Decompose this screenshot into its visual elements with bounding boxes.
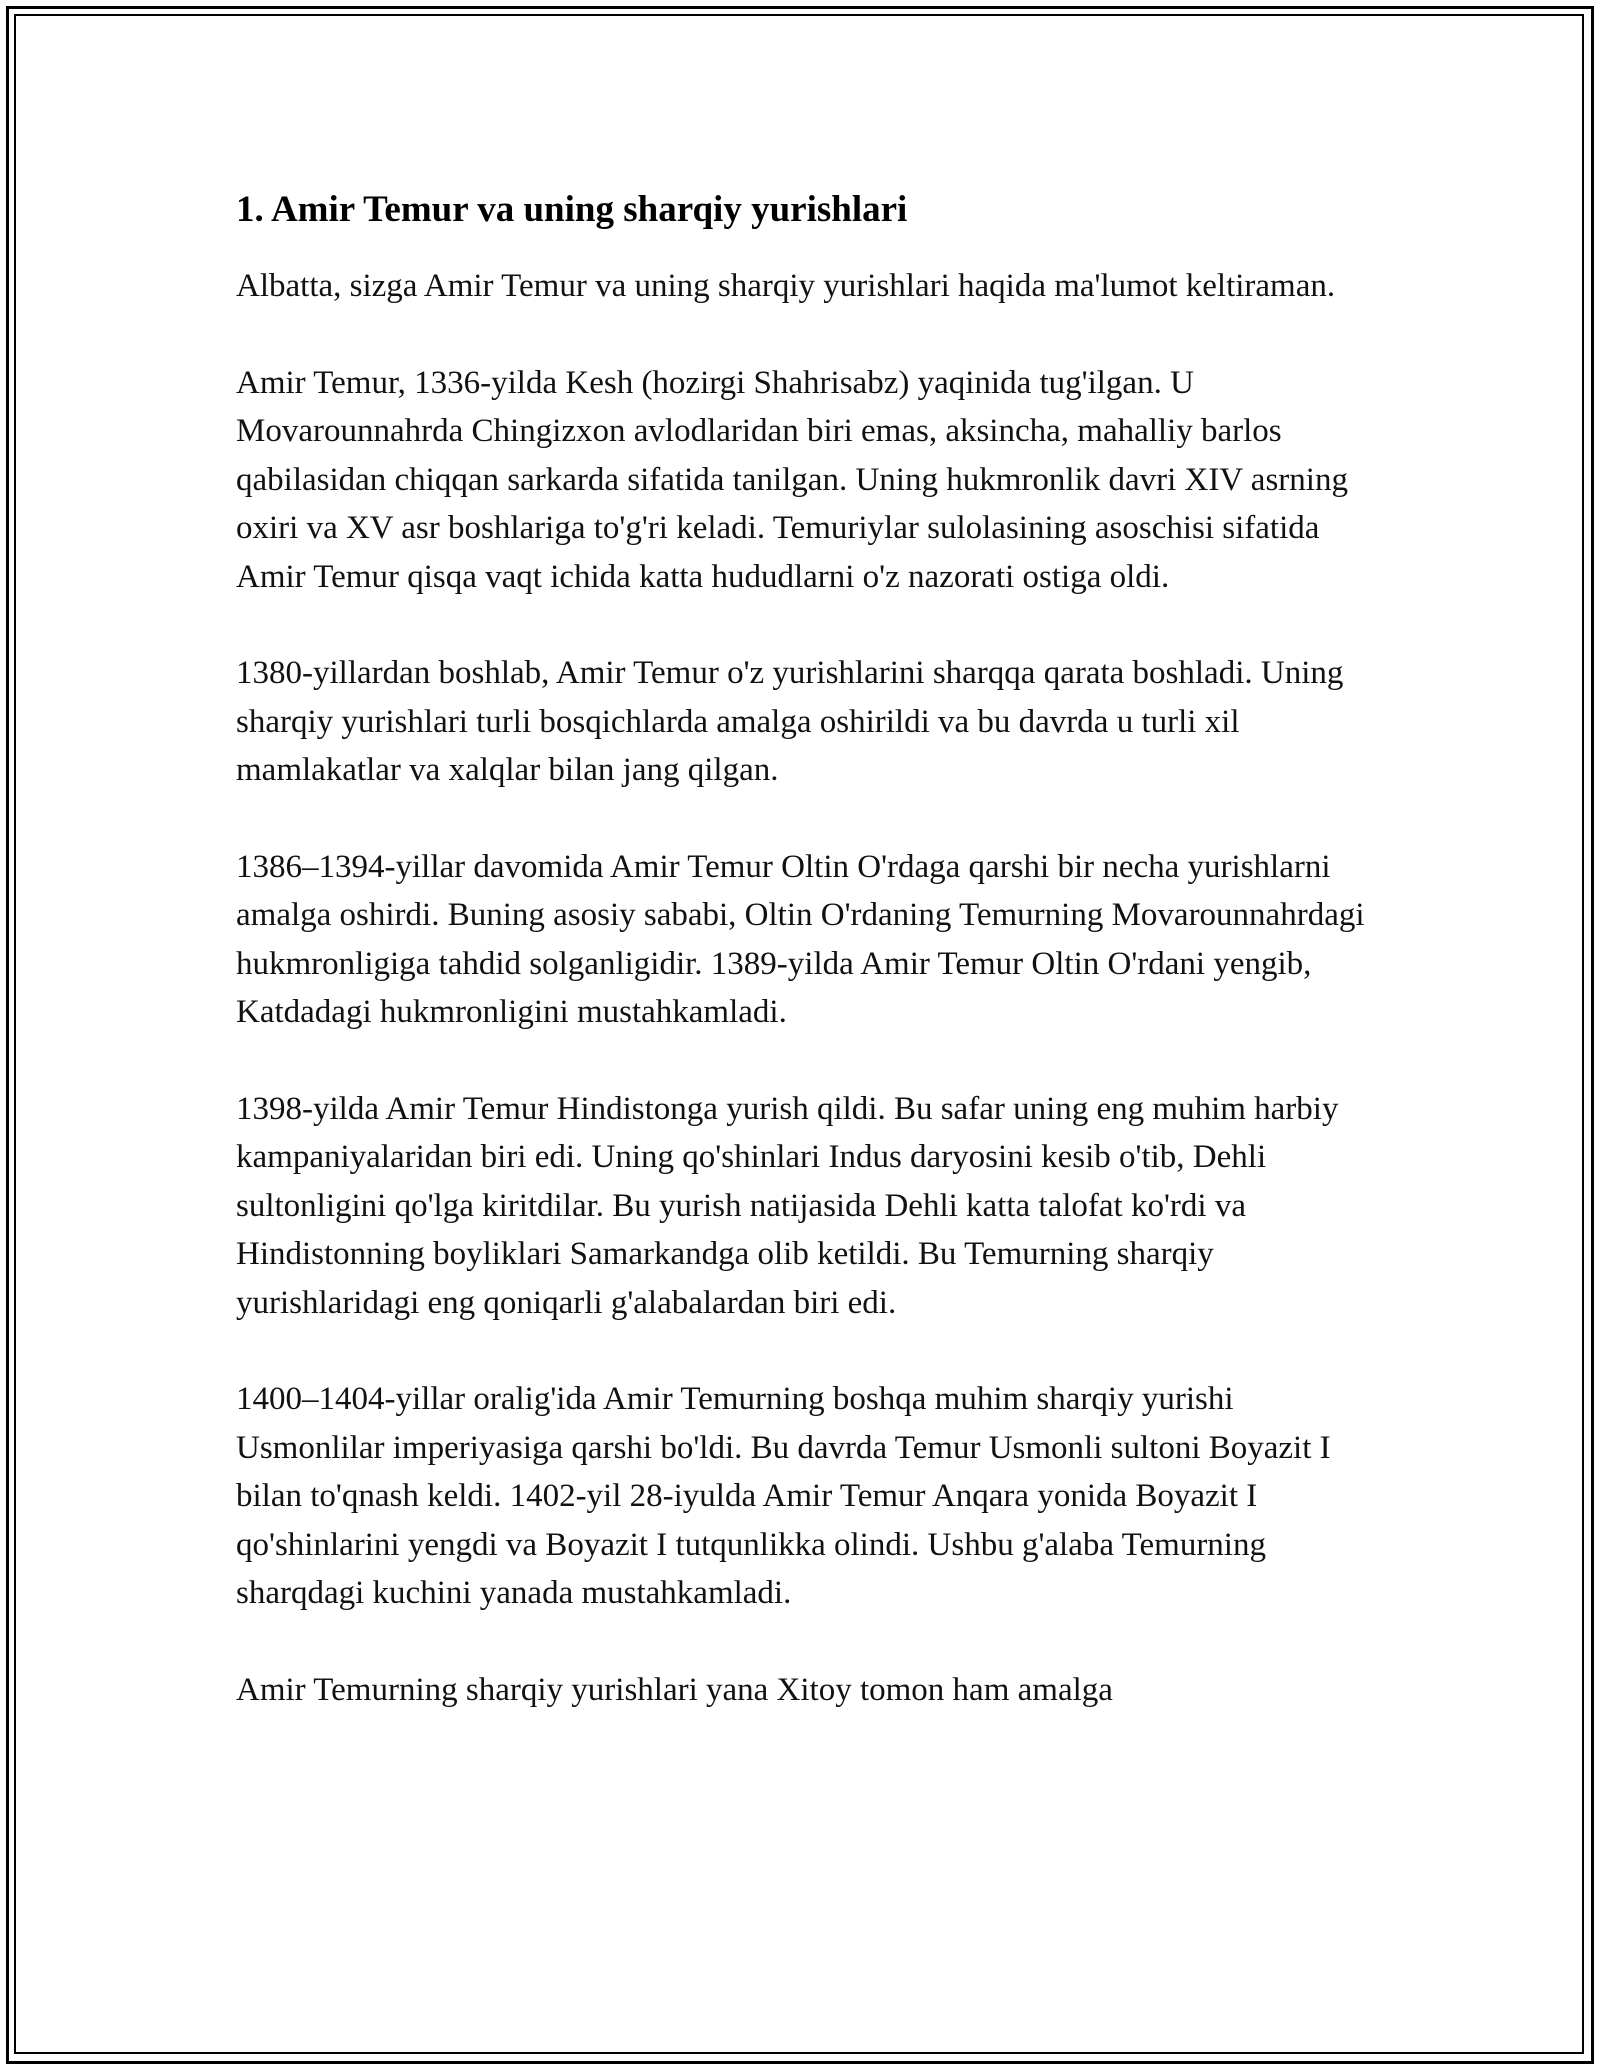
section-heading: 1. Amir Temur va uning sharqiy yurishlari	[236, 189, 908, 230]
paragraph-eastern-campaigns-start: 1380-yillardan boshlab, Amir Temur o'z yurishlarini sharqqa qarata boshladi. Uning sharqiy yurishlari turli bosqichlarda amalga oshirildi va bu davrda u turli xil mamlakatlar va xalqlar bilan jang qilgan.	[236, 655, 1344, 788]
paragraph-biography: Amir Temur, 1336-yilda Kesh (hozirgi Shahrisabz) yaqinida tug'ilgan. U Movarounnahrda Chingizxon avlodlaridan biri emas, aksincha, mahalliy barlos qabilasidan chiqqan sarkarda sifatida tanilgan. Uning hukmronlik davri XIV asrning oxiri va XV asr boshlariga to'g'ri keladi. Temuriylar sulolasining asoschisi sifatida Amir Temur qisqa vaqt ichida katta hududlarni o'z nazorati ostiga oldi.	[236, 364, 1348, 595]
document-body	[236, 186, 1366, 1762]
paragraph-china-campaign: Amir Temurning sharqiy yurishlari yana Xitoy tomon ham amalga	[236, 1671, 1113, 1708]
paragraph-golden-horde: 1386–1394-yillar davomida Amir Temur Oltin O'rdaga qarshi bir necha yurishlarni amalga oshirdi. Buning asosiy sababi, Oltin O'rdaning Temurning Movarounnahrdagi hukmronligiga tahdid solganligidir. 1389-yilda Amir Temur Oltin O'rdani yengib, Katdadagi hukmronligini mustahkamladi.	[236, 848, 1365, 1030]
paragraph-ottoman-campaign: 1400–1404-yillar oralig'ida Amir Temurning boshqa muhim sharqiy yurishi Usmonlilar imperiyasiga qarshi bo'ldi. Bu davrda Temur Usmonli sultoni Boyazit I bilan to'qnash keldi. 1402-yil 28-iyulda Amir Temur Anqara yonida Boyazit I qo'shinlarini yengdi va Boyazit I tutqunlikka olindi. Ushbu g'alaba Temurning sharqdagi kuchini yanada mustahkamladi.	[236, 1381, 1331, 1611]
paragraph-intro: Albatta, sizga Amir Temur va uning sharqiy yurishlari haqida ma'lumot keltiraman.	[236, 268, 1336, 304]
paragraph-india-campaign: 1398-yilda Amir Temur Hindistonga yurish qildi. Bu safar uning eng muhim harbiy kampaniyalaridan biri edi. Uning qo'shinlari Indus daryosini kesib o'tib, Dehli sultonligini qo'lga kiritdilar. Bu yurish natijasida Dehli katta talofat ko'rdi va Hindistonning boyliklari Samarkandga olib ketildi. Bu Temurning sharqiy yurishlaridagi eng qoniqarli g'alabalardan biri edi.	[236, 1090, 1339, 1321]
